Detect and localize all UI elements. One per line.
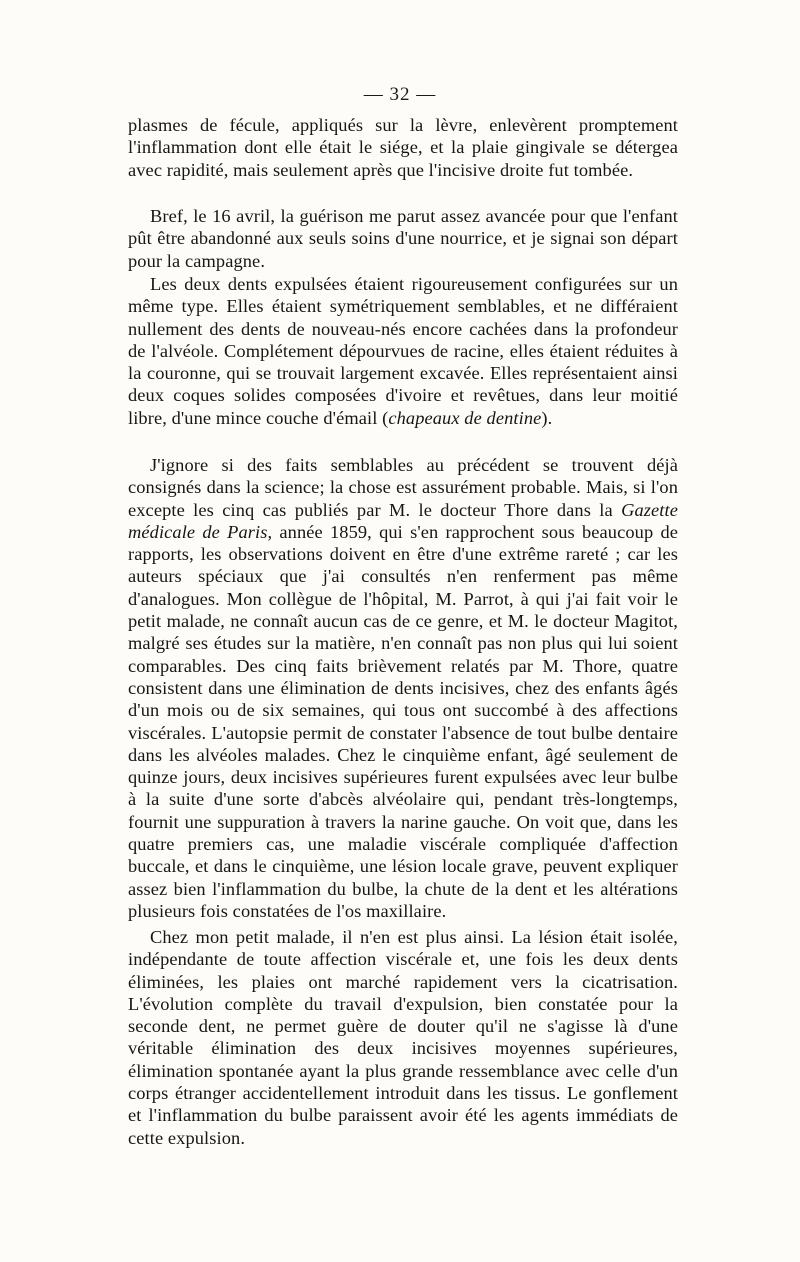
paragraph-4 — [128, 454, 678, 922]
paragraph-4-end: , année 1859, qui s'en rapprochent sous beaucoup de rapports, les observations doivent en être d'une extrême rareté ; car les auteurs spéciaux que j'ai consultés n'en renferment pas même d'analogues. Mon collègue de l'hôpital, M. Parrot, à qui j'ai fait voir le petit malade, ne connaît aucun cas de ce genre, et M. le docteur Magitot, malgré ses études sur la matière, n'en connaît pas non plus qui lui soient comparables. Des cinq faits brièvement relatés par M. Thore, quatre consistent dans une élimination de dents incisives, chez des enfants âgés d'un mois ou de six semaines, qui tous ont succombé à des affections viscérales. L'autopsie permit de constater l'absence de tout bulbe dentaire dans les alvéoles malades. Chez le cinquième enfant, âgé seulement de quinze jours, deux incisives supérieures furent expulsées avec leur bulbe à la suite d'une sorte d'abcès alvéolaire qui, pendant très-longtemps, fournit une suppuration à travers la narine gauche. On voit que, dans les quatre premiers cas, une maladie viscérale compliquée d'affection buccale, et dans le cinquième, une lésion locale grave, peuvent expliquer assez bien l'inflammation du bulbe, la chute de la dent et les altérations plusieurs fois constatées de l'os maxillaire. — [128, 521, 679, 921]
page-number-text: — 32 — — [363, 84, 437, 105]
paragraph-1: plasmes de fécule, appliqués sur la lèvre, enlevèrent promptement l'inflammation dont elle était le siége, et la plaie gingivale se détergea avec rapidité, mais seulement après que l'incisive droite fut tombée. — [128, 115, 678, 180]
paragraph-4-text: J'ignore si des faits semblables au précédent se trouvent déjà consignés dans la science; la chose est assurément probable. Mais, si l'on excepte les cinq cas publiés par M. le docteur Thore dans la — [128, 455, 678, 520]
paragraph-4-italic: Gazette médicale de Paris — [128, 499, 678, 542]
page-number — [0, 84, 800, 106]
paragraph-3 — [128, 273, 678, 429]
paragraph-3-end: ). — [541, 407, 553, 428]
paragraph-3-text: Les deux dents expulsées étaient rigoureusement configurées sur un même type. Elles étaient symétriquement semblables, et ne différaient nullement des dents de nouveau-nés encore cachées dans la profondeur de l'alvéole. Complétement dépourvues de racine, elles étaient réduites à la couronne, qui se trouvait largement excavée. Elles représentaient ainsi deux coques solides composées d'ivoire et revêtues, dans leur moitié libre, d'une mince couche d'émail ( — [128, 274, 678, 428]
paragraph-5: Chez mon petit malade, il n'en est plus ainsi. La lésion était isolée, indépendante de toute affection viscérale et, une fois les deux dents éliminées, les plaies ont marché rapidement vers la cicatrisation. L'évolution complète du travail d'expulsion, bien constatée pour la seconde dent, ne permet guère de douter qu'il ne s'agisse là d'une véritable élimination des deux incisives moyennes supérieures, élimination spontanée ayant la plus grande ressemblance avec celle d'un corps étranger accidentellement introduit dans les tissus. Le gonflement et l'inflammation du bulbe paraissent avoir été les agents immédiats de cette expulsion. — [128, 927, 678, 1148]
paragraph-3-italic: chapeaux de dentine — [388, 407, 542, 428]
paragraph-2: Bref, le 16 avril, la guérison me parut assez avancée pour que l'enfant pût être abandonné aux seuls soins d'une nourrice, et je signai son départ pour la campagne. — [128, 206, 678, 271]
